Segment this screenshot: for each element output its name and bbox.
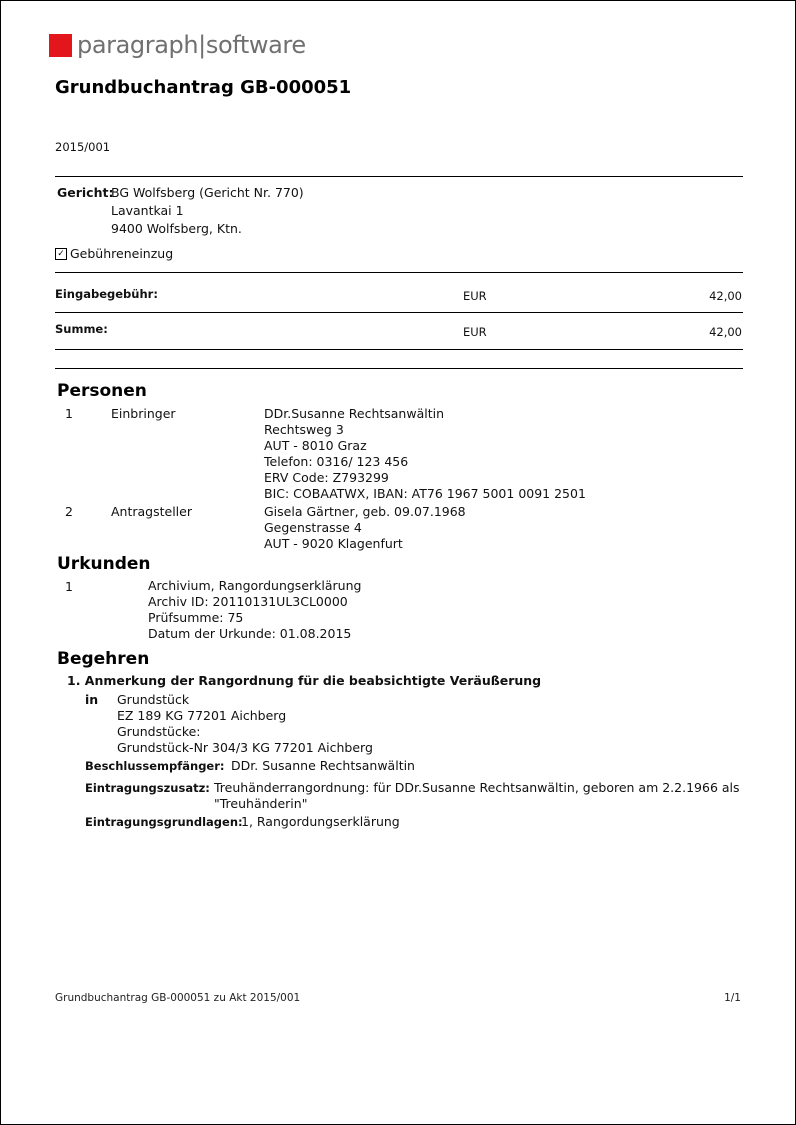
addition-line: Treuhänderrangordnung: für DDr.Susanne Rechtsanwältin, geboren am 2.2.1966 als bbox=[214, 780, 740, 795]
akt-number: 2015/001 bbox=[55, 140, 111, 154]
person-number: 1 bbox=[65, 406, 73, 421]
recipient-value: DDr. Susanne Rechtsanwältin bbox=[231, 758, 415, 773]
logo-text: paragraph|software bbox=[77, 31, 306, 59]
fee-collection-label: Gebühreneinzug bbox=[70, 246, 174, 261]
divider bbox=[55, 349, 743, 350]
persons-heading: Personen bbox=[57, 381, 147, 401]
court-line: 9400 Wolfsberg, Ktn. bbox=[111, 221, 242, 236]
sum-label: Summe: bbox=[55, 322, 108, 336]
document-line: Prüfsumme: 75 bbox=[148, 610, 244, 625]
document-number: 1 bbox=[65, 579, 73, 594]
person-number: 2 bbox=[65, 504, 73, 519]
property-line: Grundstücke: bbox=[117, 724, 201, 739]
court-label: Gericht: bbox=[57, 185, 114, 200]
property-line: EZ 189 KG 77201 Aichberg bbox=[117, 708, 287, 723]
basis-value: 1, Rangordungserklärung bbox=[241, 814, 400, 829]
divider bbox=[55, 368, 743, 369]
addition-line: "Treuhänderin" bbox=[214, 796, 308, 811]
person-line: Rechtsweg 3 bbox=[264, 422, 344, 437]
property-line: Grundstück-Nr 304/3 KG 77201 Aichberg bbox=[117, 740, 373, 755]
fee-collection-checkbox[interactable]: ✓ bbox=[55, 248, 67, 260]
recipient-label: Beschlussempfänger: bbox=[85, 759, 225, 773]
basis-label: Eintragungsgrundlagen: bbox=[85, 815, 243, 829]
page-number: 1/1 bbox=[724, 992, 741, 1004]
divider bbox=[55, 176, 743, 177]
property-line: Grundstück bbox=[117, 692, 190, 707]
person-line: ERV Code: Z793299 bbox=[264, 470, 389, 485]
sum-currency: EUR bbox=[463, 325, 487, 339]
person-line: AUT - 8010 Graz bbox=[264, 438, 367, 453]
fee-label: Eingabegebühr: bbox=[55, 287, 158, 301]
document-line: Datum der Urkunde: 01.08.2015 bbox=[148, 626, 352, 641]
document-line: Archiv ID: 20110131UL3CL0000 bbox=[148, 594, 348, 609]
request-title: 1. Anmerkung der Rangordnung für die beabsichtigte Veräußerung bbox=[67, 673, 542, 688]
person-line: Gegenstrasse 4 bbox=[264, 520, 362, 535]
footer-left: Grundbuchantrag GB-000051 zu Akt 2015/001 bbox=[55, 992, 301, 1004]
person-line: Telefon: 0316/ 123 456 bbox=[264, 454, 409, 469]
person-line: AUT - 9020 Klagenfurt bbox=[264, 536, 403, 551]
page-title: Grundbuchantrag GB-000051 bbox=[55, 77, 352, 98]
in-label: in bbox=[85, 692, 99, 707]
divider bbox=[55, 312, 743, 313]
court-line: BG Wolfsberg (Gericht Nr. 770) bbox=[111, 185, 304, 200]
person-line: BIC: COBAATWX, IBAN: AT76 1967 5001 0091 2501 bbox=[264, 486, 586, 501]
documents-heading: Urkunden bbox=[57, 554, 151, 574]
court-line: Lavantkai 1 bbox=[111, 203, 184, 218]
sum-amount: 42,00 bbox=[709, 325, 742, 339]
addition-label: Eintragungszusatz: bbox=[85, 781, 210, 795]
logo-square-icon bbox=[49, 34, 72, 57]
fee-amount: 42,00 bbox=[709, 289, 742, 303]
divider bbox=[55, 272, 743, 273]
person-role: Antragsteller bbox=[111, 504, 192, 519]
document-line: Archivium, Rangordungserklärung bbox=[148, 578, 362, 593]
person-role: Einbringer bbox=[111, 406, 176, 421]
person-line: Gisela Gärtner, geb. 09.07.1968 bbox=[264, 504, 466, 519]
fee-currency: EUR bbox=[463, 289, 487, 303]
requests-heading: Begehren bbox=[57, 649, 150, 669]
person-line: DDr.Susanne Rechtsanwältin bbox=[264, 406, 445, 421]
